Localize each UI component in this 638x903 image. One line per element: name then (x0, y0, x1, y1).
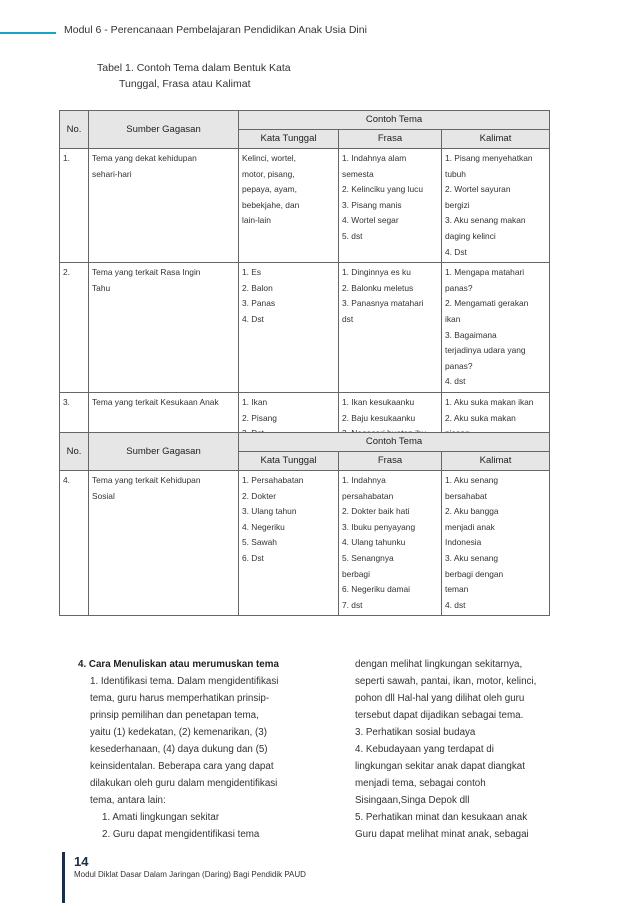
cell-line: 4. dst (445, 376, 466, 387)
cell-line: dst (342, 313, 354, 324)
cell-line: berbagi dengan (445, 568, 504, 579)
cell-line: 2. Aku bangga (445, 506, 499, 517)
cell-line: 3. Ibuku penyayang (342, 521, 416, 532)
body-line: yaitu (1) kedekatan, (2) kemenarikan, (3) (90, 727, 267, 738)
cell-line: terjadinya udara yang (445, 345, 526, 356)
body-line: Guru dapat melihat minat anak, sebagai (355, 829, 529, 840)
cell-line: bersahabat (445, 490, 487, 501)
caption-line-2: Tunggal, Frasa atau Kalimat (119, 78, 251, 90)
cell-line: 3. Panas (242, 298, 276, 309)
cell-line: 1. Aku suka makan ikan (445, 396, 534, 407)
cell-line: 1. Indahnya alam (342, 153, 407, 163)
body-line: Sisingaan,Singa Depok dll (355, 795, 470, 806)
caption-line-1: Tabel 1. Contoh Tema dalam Bentuk Kata (97, 62, 291, 74)
body-sub-line: 1. Amati lingkungan sekitar (102, 812, 220, 823)
header-no: No. (60, 433, 89, 471)
body-line: 4. Kebudayaan yang terdapat di (355, 744, 494, 755)
table-row (60, 263, 550, 393)
cell-line: 1. Dinginnya es ku (342, 267, 411, 278)
cell-line: 6. Dst (242, 552, 264, 563)
cell-line: 1. Pisang menyehatkan (445, 153, 533, 163)
body-line: keinsidentalan. Beberapa cara yang dapat (90, 761, 274, 772)
cell-line: 4. Ulang tahunku (342, 537, 406, 548)
cell-line: 3. Panasnya matahari (342, 298, 424, 309)
row-kalimat (442, 263, 550, 393)
body-line: 3. Perhatikan sosial budaya (355, 727, 476, 738)
cell-line: menjadi anak (445, 521, 495, 532)
cell-line: teman (445, 584, 469, 595)
header-frasa: Frasa (339, 130, 442, 149)
cell-line: 1. Es (242, 267, 262, 278)
cell-line: sehari-hari (92, 168, 132, 179)
header-no: No. (60, 111, 89, 149)
row-sumber (89, 471, 239, 616)
cell-line: daging kelinci (445, 230, 496, 241)
row-kata (239, 471, 339, 616)
cell-line: Tema yang terkait Kesukaan Anak (92, 396, 219, 407)
cell-line: pepaya, ayam, (242, 184, 297, 195)
running-header: Modul 6 - Perencanaan Pembelajaran Pendidikan Anak Usia Dini (64, 24, 367, 36)
cell-line: 1. Mengapa matahari (445, 267, 525, 278)
header-kata-tunggal: Kata Tunggal (239, 130, 339, 149)
cell-line: bergizi (445, 199, 470, 210)
cell-line: 2. Mengamati gerakan (445, 298, 529, 309)
header-sumber: Sumber Gagasan (89, 433, 239, 471)
cell-line: panas? (445, 282, 473, 293)
cell-line: 1. Ikan kesukaanku (342, 396, 415, 407)
cell-line: 1. Persahabatan (242, 475, 304, 485)
row-frasa (339, 263, 442, 393)
body-line: kesederhanaan, (4) daya dukung dan (5) (90, 744, 268, 755)
cell-line: 5. dst (342, 230, 363, 241)
cell-line: 3. Bagaimana (445, 329, 497, 340)
body-line: lingkungan sekitar anak dapat diangkat (355, 761, 525, 772)
body-line: tema, guru harus memperhatikan prinsip- (90, 693, 270, 704)
cell-line: 2. Dokter baik hati (342, 506, 410, 517)
row-kata (239, 149, 339, 263)
cell-line: 4. Negeriku (242, 521, 285, 532)
cell-line: 2. Balonku meletus (342, 282, 414, 293)
body-line: 5. Perhatikan minat dan kesukaan anak (355, 812, 528, 823)
table-row (60, 471, 550, 616)
row-kata (239, 263, 339, 393)
cell-line: 2. Wortel sayuran (445, 184, 511, 195)
cell-line: motor, pisang, (242, 168, 295, 179)
body-line: menjadi tema, sebagai contoh (355, 778, 486, 789)
body-line: tema, antara lain: (90, 795, 166, 806)
row-no: 3. (60, 392, 89, 459)
cell-line: tubuh (445, 168, 466, 179)
cell-line: Sosial (92, 490, 115, 501)
cell-line: 2. Dokter (242, 490, 276, 501)
header-contoh-tema: Contoh Tema (239, 433, 550, 452)
cell-line: 7. dst (342, 599, 363, 610)
body-left-column (78, 656, 328, 843)
cell-line: 4. Dst (445, 246, 467, 257)
header-kata-tunggal: Kata Tunggal (239, 452, 339, 471)
cell-line: 4. dst (445, 599, 466, 610)
cell-line: semesta (342, 168, 374, 179)
theme-table (59, 110, 550, 460)
row-kalimat (442, 471, 550, 616)
cell-line: ikan (445, 313, 461, 324)
table-caption (97, 60, 291, 92)
cell-line: 2. Pisang (242, 412, 277, 423)
row-kalimat (442, 149, 550, 263)
header-accent-line (0, 32, 56, 34)
cell-line: 3. Ulang tahun (242, 506, 297, 517)
running-footer: Modul Diklat Dasar Dalam Jaringan (Daring) Bagi Pendidik PAUD (74, 870, 306, 879)
cell-line: Kelinci, wortel, (242, 153, 296, 163)
cell-line: 4. Dst (242, 313, 264, 324)
row-sumber (89, 263, 239, 393)
theme-table-continued (59, 432, 550, 616)
row-no: 1. (60, 149, 89, 263)
body-line: 1. Identifikasi tema. Dalam mengidentifikasi (90, 676, 279, 687)
body-line: prinsip pemilihan dan penetapan tema, (90, 710, 259, 721)
header-kalimat: Kalimat (442, 130, 550, 149)
cell-line: 3. Aku senang makan (445, 215, 526, 226)
cell-line: Tahu (92, 282, 111, 293)
body-sub-line: 2. Guru dapat mengidentifikasi tema (102, 829, 260, 840)
page-number: 14 (74, 854, 89, 869)
cell-line: 3. Pisang manis (342, 199, 402, 210)
cell-line: 1. Aku senang (445, 475, 499, 485)
cell-line: 5. Sawah (242, 537, 277, 548)
cell-line: 3. Aku senang (445, 552, 499, 563)
cell-line: Tema yang terkait Kehidupan (92, 475, 201, 485)
cell-line: Tema yang terkait Rasa Ingin (92, 267, 201, 278)
cell-line: 4. Wortel segar (342, 215, 399, 226)
header-contoh-tema: Contoh Tema (239, 111, 550, 130)
body-line: pohon dll Hal-hal yang dilihat oleh guru (355, 693, 525, 704)
section-heading: 4. Cara Menuliskan atau merumuskan tema (78, 659, 279, 670)
footer-accent-bar (62, 852, 65, 903)
cell-line: lain-lain (242, 215, 271, 226)
body-line: seperti sawah, pantai, ikan, motor, kelinci, (355, 676, 537, 687)
row-no: 2. (60, 263, 89, 393)
cell-line: 1. Ikan (242, 396, 268, 407)
row-sumber (89, 149, 239, 263)
cell-line: panas? (445, 360, 473, 371)
cell-line: 1. Indahnya (342, 475, 386, 485)
cell-line: 6. Negeriku damai (342, 584, 410, 595)
table-row (60, 149, 550, 263)
header-frasa: Frasa (339, 452, 442, 471)
row-frasa (339, 149, 442, 263)
cell-line: 2. Aku suka makan (445, 412, 516, 423)
body-line: dilakukan oleh guru dalam mengidentifikasi (90, 778, 278, 789)
cell-line: persahabatan (342, 490, 394, 501)
row-frasa (339, 471, 442, 616)
header-sumber: Sumber Gagasan (89, 111, 239, 149)
cell-line: 2. Baju kesukaanku (342, 412, 416, 423)
cell-line: Tema yang dekat kehidupan (92, 153, 197, 163)
cell-line: bebekjahe, dan (242, 199, 300, 210)
cell-line: 2. Kelinciku yang lucu (342, 184, 424, 195)
row-no: 4. (60, 471, 89, 616)
cell-line: berbagi (342, 568, 370, 579)
cell-line: 5. Senangnya (342, 552, 394, 563)
cell-line: 2. Balon (242, 282, 273, 293)
cell-line: Indonesia (445, 537, 482, 548)
header-kalimat: Kalimat (442, 452, 550, 471)
body-right-column (355, 656, 595, 843)
body-line: dengan melihat lingkungan sekitarnya, (355, 659, 523, 670)
body-line: tersebut dapat dijadikan sebagai tema. (355, 710, 524, 721)
